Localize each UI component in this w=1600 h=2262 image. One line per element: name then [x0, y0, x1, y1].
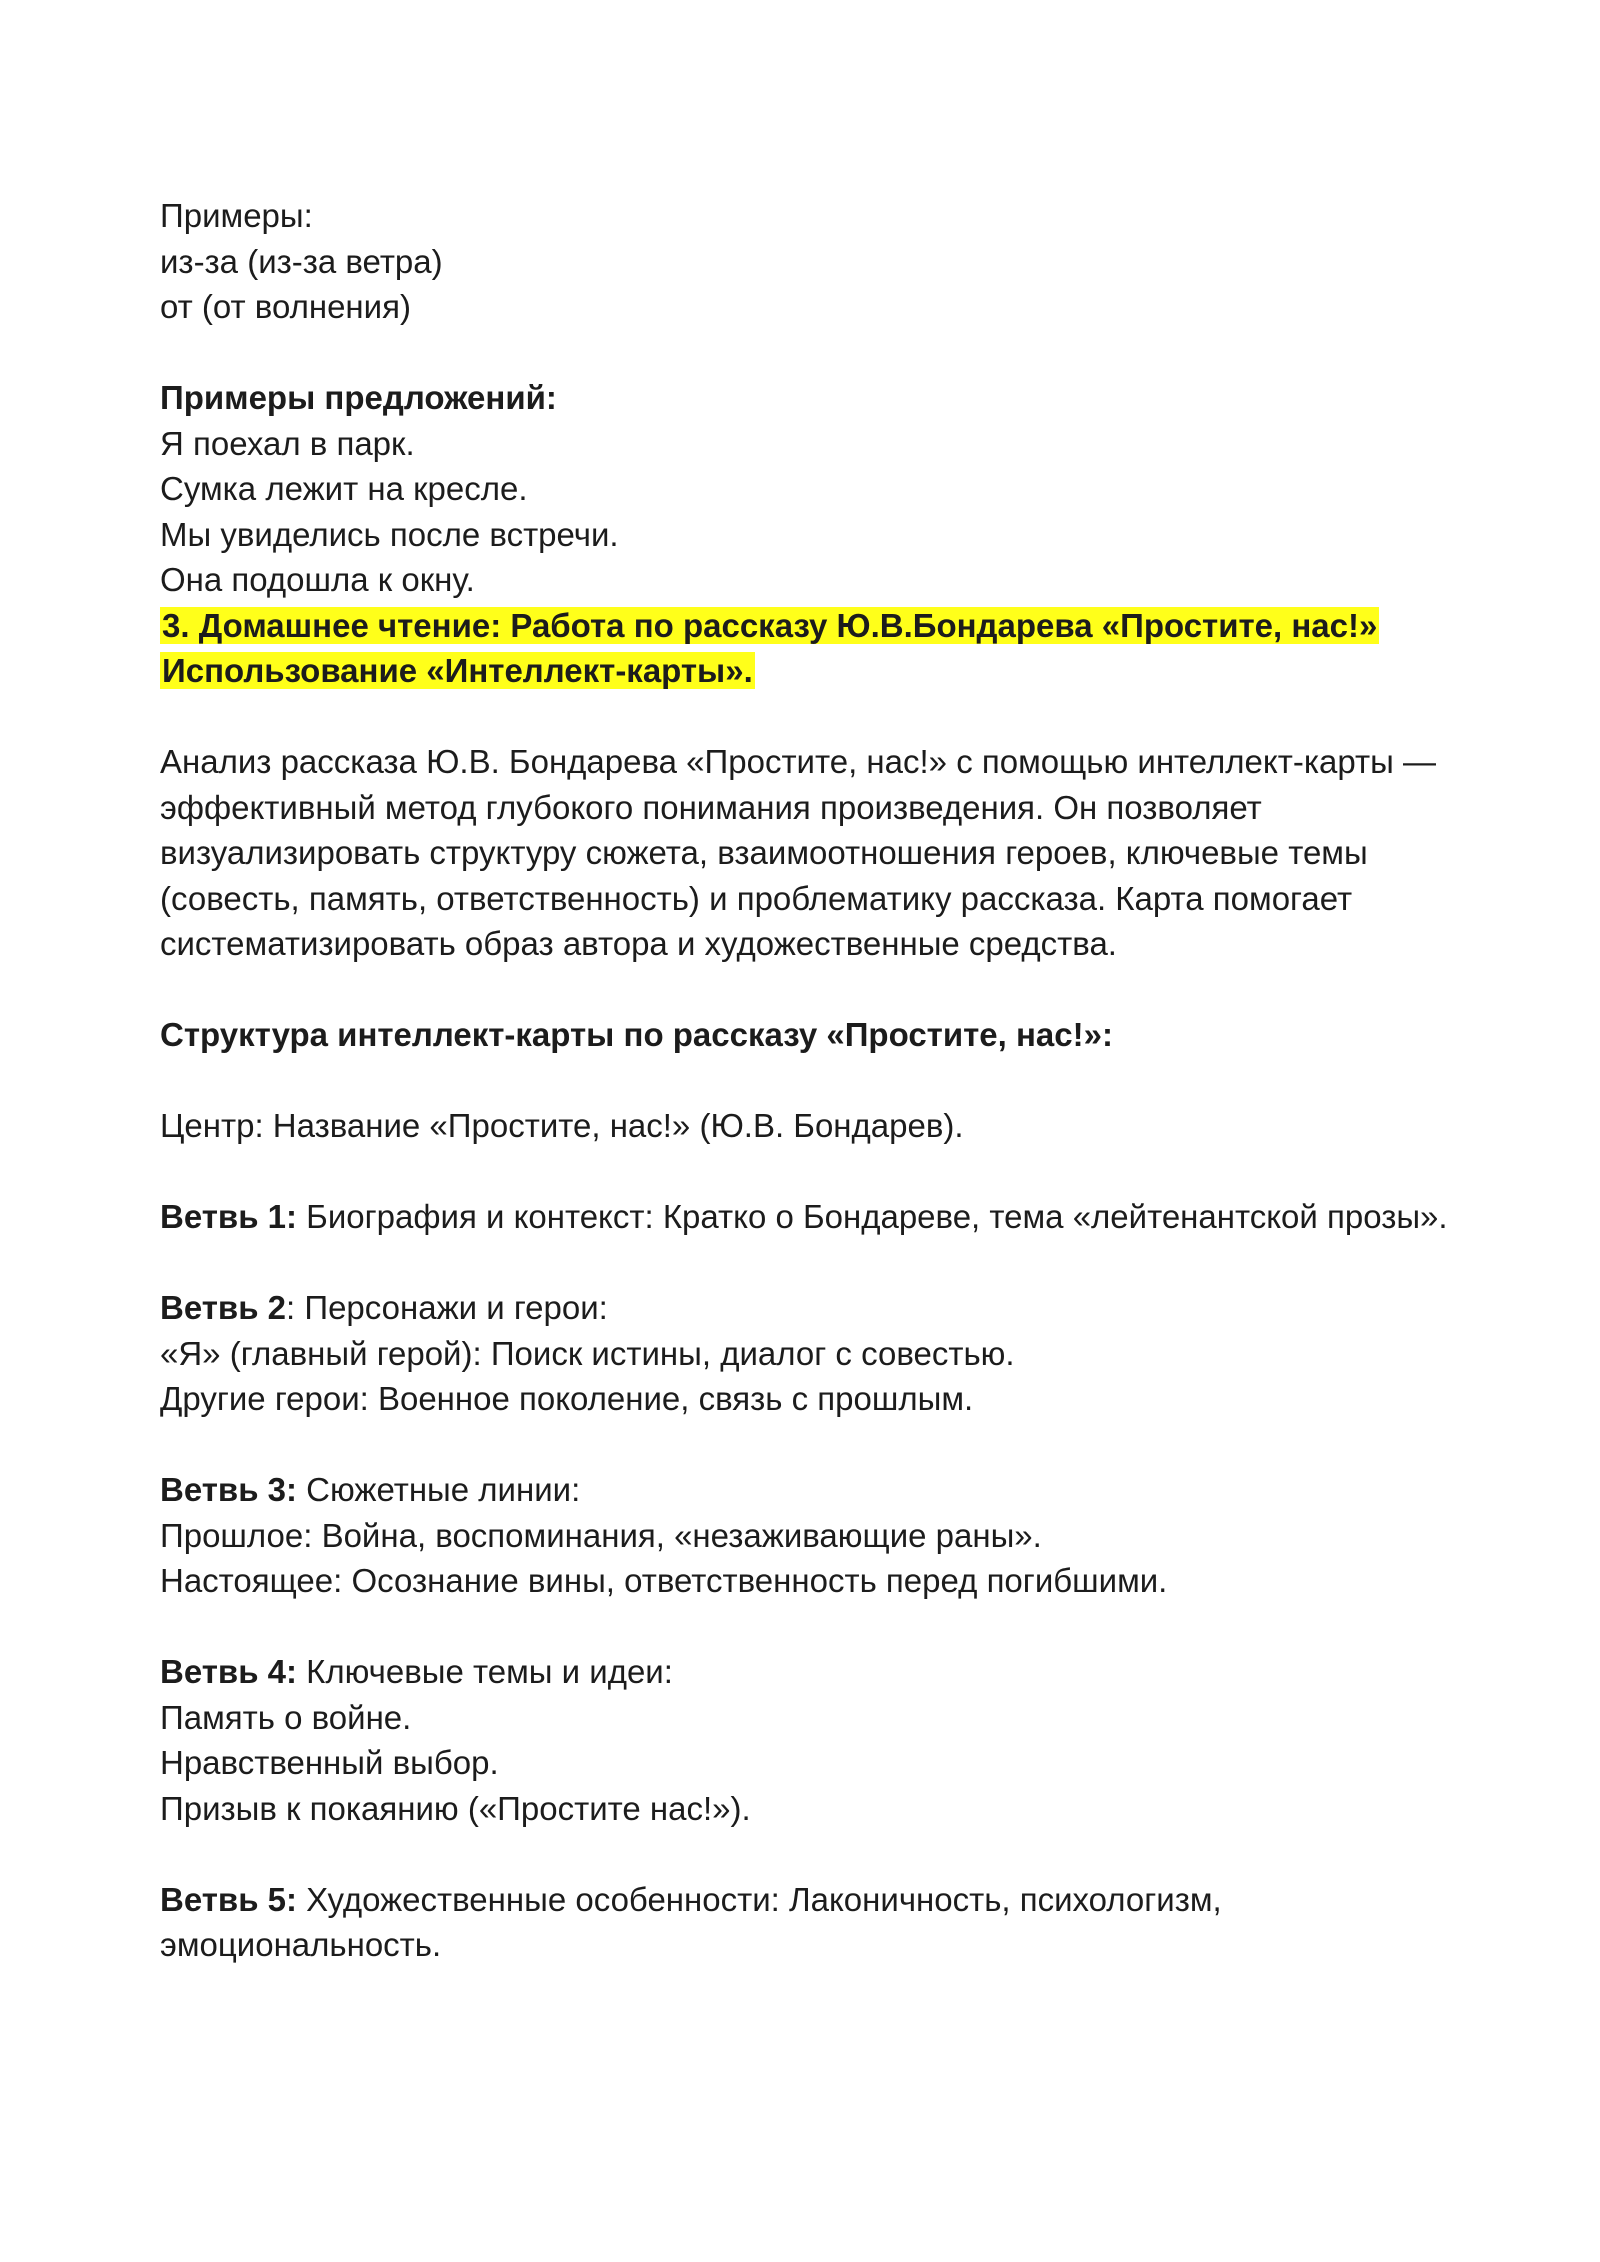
section3-heading-row-2	[160, 648, 1490, 694]
branch-2	[160, 1285, 1490, 1331]
blank-line	[160, 1604, 1490, 1650]
blank-line	[160, 1058, 1490, 1104]
analysis-line: визуализировать структуру сюжета, взаимоотношения героев, ключевые темы	[160, 834, 1368, 871]
analysis-line: Анализ рассказа Ю.В. Бондарева «Простите, нас!» с помощью интеллект-карты —	[160, 743, 1436, 780]
example-item: от (от волнения)	[160, 288, 411, 325]
sentence-item: Я поехал в парк.	[160, 424, 415, 462]
blank-line	[160, 330, 1490, 376]
examples-heading: Примеры:	[160, 197, 313, 234]
branch-5-label: Ветвь 5:	[160, 1880, 297, 1918]
analysis-line: (совесть, память, ответственность) и проблематику рассказа. Карта помогает	[160, 879, 1353, 917]
branch-3-item: Настоящее: Осознание вины, ответственность перед погибшими.	[160, 1562, 1168, 1599]
branch-4	[160, 1649, 1490, 1695]
sentence-item: Мы увиделись после встречи.	[160, 515, 619, 553]
example-item: из-за (из-за ветра)	[160, 242, 443, 280]
branch-2-text: : Персонажи и герои:	[286, 1289, 608, 1326]
sentence-item: Сумка лежит на кресле.	[160, 470, 528, 507]
blank-line	[160, 1240, 1490, 1286]
sentences-heading: Примеры предложений:	[160, 379, 557, 416]
branch-2-item: Другие герои: Военное поколение, связь с прошлым.	[160, 1380, 974, 1417]
branch-2-label: Ветвь 2	[160, 1289, 287, 1326]
branch-3	[160, 1467, 1490, 1513]
branch-4-text: Ключевые темы и идеи:	[297, 1653, 673, 1690]
section3-heading-row-1	[160, 603, 1490, 649]
branch-5	[160, 1877, 1490, 1923]
branch-2-item: «Я» (главный герой): Поиск истины, диалог с совестью.	[160, 1334, 1015, 1372]
branch-3-item: Прошлое: Война, воспоминания, «незаживающие раны».	[160, 1516, 1042, 1554]
analysis-line: эффективный метод глубокого понимания произведения. Он позволяет	[160, 788, 1262, 826]
branch-3-text: Сюжетные линии:	[297, 1471, 581, 1508]
branch-5-text: Художественные особенности: Лаконичность, психологизм,	[297, 1880, 1222, 1918]
branch-1-label: Ветвь 1:	[160, 1198, 297, 1235]
structure-center: Центр: Название «Простите, нас!» (Ю.В. Бондарев).	[160, 1107, 964, 1144]
analysis-line: систематизировать образ автора и художественные средства.	[160, 925, 1117, 962]
blank-line	[160, 694, 1490, 740]
branch-3-label: Ветвь 3:	[160, 1471, 297, 1508]
section3-heading-line1: 3. Домашнее чтение: Работа по рассказу Ю.В.Бондарева «Простите, нас!»	[162, 606, 1378, 644]
branch-1-text: Биография и контекст: Кратко о Бондареве, тема «лейтенантской прозы».	[297, 1198, 1448, 1235]
branch-4-label: Ветвь 4:	[160, 1653, 297, 1690]
branch-5-continuation: эмоциональность.	[160, 1926, 442, 1963]
branch-4-item: Память о войне.	[160, 1698, 412, 1736]
branch-4-item: Нравственный выбор.	[160, 1744, 499, 1781]
section3-heading-line2: Использование «Интеллект-карты».	[162, 652, 753, 689]
blank-line	[160, 1422, 1490, 1468]
blank-line	[160, 1149, 1490, 1195]
document-body	[160, 193, 1490, 1968]
blank-line	[160, 967, 1490, 1013]
blank-line	[160, 1831, 1490, 1877]
structure-heading: Структура интеллект-карты по рассказу «Простите, нас!»:	[160, 1016, 1113, 1053]
branch-4-item: Призыв к покаянию («Простите нас!»).	[160, 1789, 751, 1827]
branch-1	[160, 1194, 1490, 1240]
sentence-item: Она подошла к окну.	[160, 561, 475, 598]
